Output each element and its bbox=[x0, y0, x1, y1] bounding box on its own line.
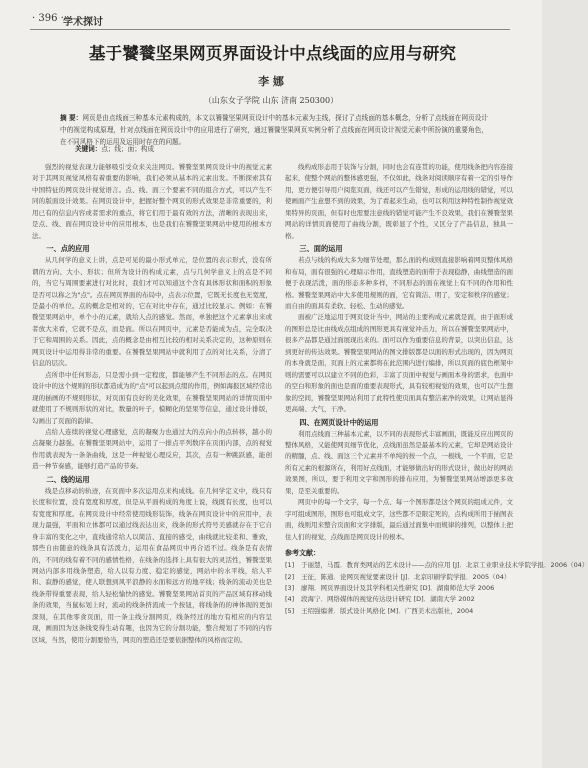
section-heading-plane: 三、面的运用 bbox=[299, 244, 343, 254]
article-title: 基于饕餮坚果网页界面设计中点线面的应用与研究 bbox=[88, 44, 457, 63]
intro-paragraph: 强烈的视觉表现力能够吸引受众来关注网页。饕餮坚果网页设计中的视觉元素对于其网页视觉风格有着重要的影响，我们必须从基本的元素出发。不断探索其有中国特征的网页设计视觉语言。点、线、面三个要素不同的组合方式，可以产生不同的版面设计效果。在网页设计中，把握好整个网页的形式效果是非常重要的，利用已有的信息内容或者需求的重点，将它们用于最有效的方法，清晰的表现出来，是点、线、面在网页设计中的应用根本，也是我们在饕餮坚果网站中使用的根本方法。 bbox=[32, 163, 272, 240]
reference-text: 段海宁．网络媒体的视觉传达设计研究 [D]．湖南大学 2002 bbox=[301, 595, 475, 604]
page-number: · 396 · bbox=[32, 13, 64, 24]
reference-number: [2] bbox=[285, 572, 295, 581]
reference-item bbox=[285, 572, 513, 583]
author-affiliation: （山东女子学院 山东 济南 250300） bbox=[203, 96, 339, 105]
body-paragraph: 点给人连续的视觉心理感觉，点的凝聚力也通过大的点向小的点转移，越小的点凝聚力越强。在饕餮坚果网站中，运用了一排点平列数序在页面内部，点的视觉作用就表现为一条条曲线，这是一种视觉心理反应，其次，点有一种跳跃感，能创造一种节奏感，能够打造产品的节奏。 bbox=[32, 427, 272, 471]
reference-number: [5] bbox=[285, 606, 295, 615]
section-name: 学术探讨 bbox=[63, 17, 103, 28]
reference-text: 于丽慧，马霞．教育类网站的艺术设计——点的应用 [J]．北京工业职业技术学院学报．2006（04） bbox=[301, 561, 588, 570]
body-paragraph: 网页中的每一个文字，每一个点、每一个图形都是这个网页的组成元件，文字可组成图形，图形也可组成文字，这些都不是限定死的，点构成所用于插图表面，线则用来整合页面和文字排版，最后通过面集中而规律的排列，以整体上把住人们的视觉，点线面是网页设计的根本。 bbox=[285, 498, 513, 541]
section-heading-application: 四、在网页设计中的运用 bbox=[299, 417, 379, 427]
keywords-text: 点；线；面；构成 bbox=[101, 145, 155, 153]
reference-number: [1] bbox=[285, 561, 295, 570]
reference-text: 王绍强编著．版式设计风格化 [M]．广西美术出版社，2004 bbox=[301, 606, 474, 615]
body-paragraph: 从几何学的意义上讲，点是可见的最小形式单元，是位置的表示形式，没有所谓的方向、大小、形状；但所为设计的构成元素，点与几何学意义上的点是不同的，当它与周围要素进行对比时，我们才可以知道这个含有具体形状和面积的形象是否可以称之为"点"。点在网页界面的布局中，点表示位置，它既无长度也无宽度，是最小的单位。点的概念是相对的，它在对比中存在，通过比较显示。例如：在饕餮坚果网站中，单个小的元素，就给人点的感觉。然而，单独把这个元素拿出来或者放大来看，它就不是点，而是面。所以在网页中，元素是否能成为点，完全取决于它和周围的关系。因此，点的概念是由相互比较的相对关系决定的，这种原则在网页设计中运用得非常的重要。在饕餮坚果网站中就利用了点的对比关系，分清了信息的层次。 bbox=[32, 256, 272, 368]
abstract-text: 网页是由点线面三种基本元素构成的，本文以饕餮坚果网页设计中的基本元素为主线，探讨了点线面的基本概念，分析了点线面在网页设计中的视觉构成原理，针对点线面在网页设计中的应用进行了研究，通过饕餮坚果网页实例分析了点线面在网页设计视觉元素中所扮演的重要角色，在不同风格下的运用及运用时存在的问题。 bbox=[60, 114, 489, 146]
reference-item bbox=[285, 606, 513, 617]
keywords bbox=[75, 143, 154, 153]
left-column bbox=[32, 162, 272, 646]
reference-text: 廖翔．网页界面设计及其学科相关性研究 [D]．湖南师范大学 2006 bbox=[301, 583, 495, 592]
references-list bbox=[285, 560, 588, 617]
header-rule bbox=[30, 29, 510, 30]
author-name: 李 娜 bbox=[258, 75, 284, 88]
section-heading-line: 二、线的运用 bbox=[46, 474, 90, 484]
reference-text: 王征，陈通．论网页视觉要素设计 [J]．北京印刷学院学报．2005（04） bbox=[301, 572, 511, 581]
reference-item bbox=[285, 594, 513, 605]
right-column bbox=[285, 162, 588, 617]
body-paragraph: 利用点线面三种基本元素，以不同的表现形式丰富画面，既能反应出网页的整体风格，又能使网页细节优化，点线面虽然是最基本的元素，它却是网站设计的精髓，点、线、面这三个元素并不单纯的按一个点，一根线，一个平面，它是所有元素的根源所在，利用好点线面，才能够做出好的形式设计，做出好的网站效果图，所以，要于利用文字和图形的排布应用，为饕餮坚果网站增添更多效果，是至关重要的。 bbox=[285, 429, 513, 495]
body-paragraph: 面被广泛地运用于网页设计当中，网站的主要构成元素就是面，由于面形成的图形总是比由线成点组成的图形更具有视觉冲击力，所以在饕餮坚果网站中，很多产品都是通过面展现出来的。面可以作为重要信息的背景，以突出信息，达到更好的传达效果。饕餮坚果网站的图文排版都是以面的形式出现的，因为网页的本身就是面，页面上的元素都将在此范围内进行编排，所以页面的底色框架中则的需要可以以建立不同的色彩，丰富了页面中视觉与画面本身的需求，也面中的空白和形象的面也是面的重要表现形式，具有较相视觉的效果，也可以产生想象的空间，饕餮坚果网站利用了此特性使页面具有整洁素净的效果，让网站显得更高端、大气，干净。 bbox=[285, 313, 513, 414]
reference-item bbox=[285, 583, 513, 594]
body-paragraph: 线构成形态用于装饰与分割，同时也会有连贯的功能，使用线条把内容连接起来，使整个网站的整体感更强，不仅如此，线条对阅读顺序有着一定的引导作用，更方便引导用户阅览页面，线还可以产生错觉，形成的运用线的错觉，可以使画面产生意想不到的效果，为了看起来生动，也可以利用这种特性制作视觉效果特异的页面，但有时也需要注意线的错觉可能产生不良效果，我们在饕餮坚果网站的详情页面使用了曲线分割，既彰显了个性，又区分了产品信息，独具一格。 bbox=[285, 163, 513, 240]
reference-number: [4] bbox=[285, 595, 295, 604]
keywords-label: 关键词： bbox=[75, 145, 102, 153]
abstract-label: 摘 要： bbox=[60, 114, 83, 122]
references-title: 参考文献： bbox=[285, 549, 320, 558]
reference-item bbox=[285, 560, 588, 571]
body-paragraph: 线是点移动的轨迹，在页面中多次运用点来构成线。在几何学定义中，线只有长度和位置，没有宽度和厚度，但是从平面构成的角度上说，线既有长度，也可以有宽度和厚度。在网页设计中经常使用线形装饰，线条在网页设计中的应用中，表现力最强，平面和立体都可以通过线表达出来，线条的形式符号美感就存在于它自身丰富的变化之中，直线通常给人以简洁、直接的感受，曲线就比较柔和、雅致，那些自由随意的线条具有活泼力，运用在食品网页中再合适不过。线条是有表情的，不同的线有着不同的感情性格，在线条的选择上具有很大的灵活性，饕餮坚果网站内部多用线条塑造，给人以有力度、稳定的感觉，网站中的水平线，给人平和、寂静的感觉，使人联想到风平浪静的水面和远方的地平线；线条的流动美也是线条带得重要表现，给人轻松愉快的感觉。饕餮坚果网站首页的产品区域有移动线条的效果，当鼠标划上时，流动的线条挤流成一个按钮，将线条的的神体现的更加深刻，在其他零食页面，用一条主线分割网页，线条经过的地方有相应的内容呈现，画面因为这条线变得生动有趣，也因为它的分割功能，整合规划了不同的内容区域，当然，使用分割要恰当，网页的塑造还是要依据整体的风格而定的。 bbox=[32, 486, 272, 644]
reference-number: [3] bbox=[285, 583, 295, 592]
body-paragraph: 点所串中任何形态，只是需小到一定程度，都能够产生不同形态的点。在网页设计中的这个规则的形状都造成为的"点"可以起到点缀的作用，例如海报区域经常出现的插画的不规则形状，对页面有良好的美化效果，在饕餮坚果网站的详情页面中就使用了不规则形状的对比，数量的叶子，模糊化的坚果等信息，通过设计排版，勾画出了页面的韵律。 bbox=[32, 370, 272, 425]
body-paragraph: 若点与线的构成大多为细节处理，那么面的构成则直接影响着网页整体风格和布局，面有很强的心理暗示作用，直线塑造的面带于表现稳静，曲线塑造的面便于表现活泼，面的形态多种多样，不同形态的面在视觉上有不同的作用和性格。饕餮坚果网站中大多使用规则的面，它有简洁、明了，安定和秩序的感觉；而自由的面具有柔软、轻松、生动的感觉。 bbox=[285, 256, 513, 310]
section-heading-point: 一、点的应用 bbox=[46, 244, 90, 254]
